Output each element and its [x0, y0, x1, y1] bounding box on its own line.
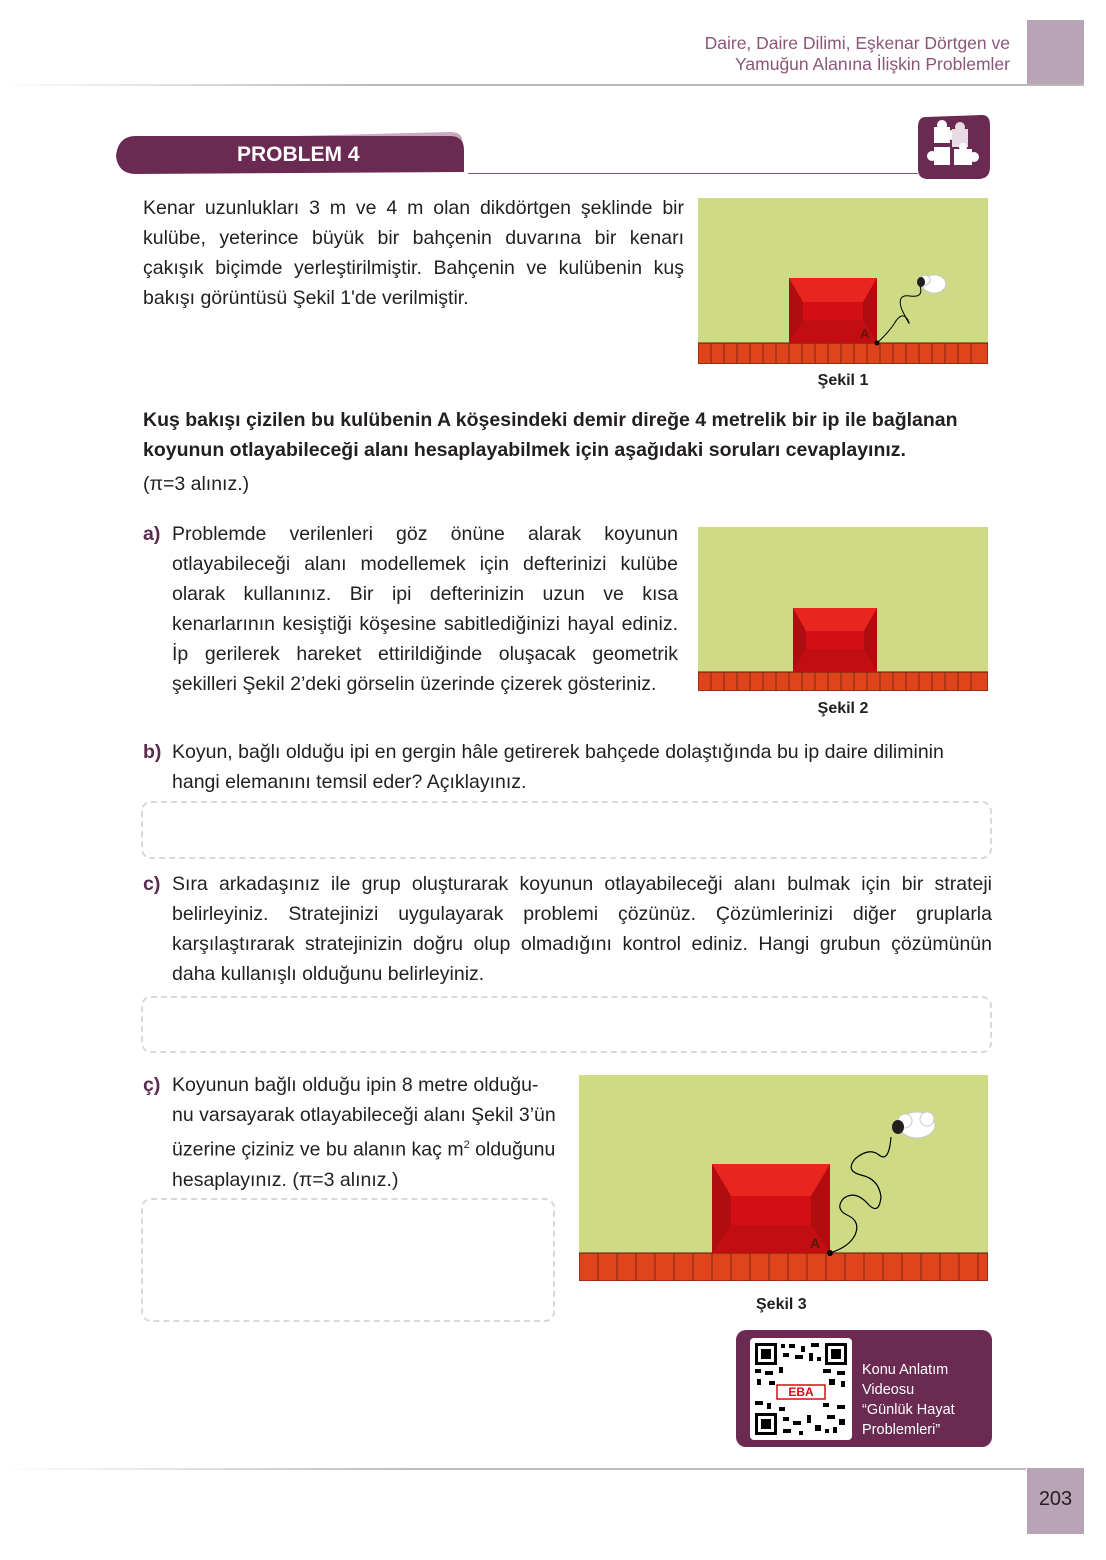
- instruction: Kuş bakışı çizilen bu kulübenin A köşesindeki demir direğe 4 metrelik bir ip ile bağlanan koyunun otlayabileceği alanı hesaplayabilmek için aşağıdaki soruları cevaplayınız.: [143, 409, 958, 461]
- wall: [698, 672, 988, 691]
- question-cc-label: ç): [143, 1074, 161, 1096]
- question-c-label: c): [143, 873, 161, 895]
- pole: [827, 1250, 833, 1256]
- video-link-line1: Konu Anlatım Videosu: [862, 1362, 949, 1398]
- question-b-text: Koyun, bağlı olduğu ipi en gergin hâle getirerek bahçede dolaştığında bu ip daire diliminin hangi elemanını temsil eder? Açıklayınız.: [172, 741, 944, 793]
- footer-divider: [0, 1468, 1026, 1470]
- answer-box-b[interactable]: [141, 801, 992, 859]
- question-cc-line3a: üzerine çiziniz ve bu alanın kaç m: [172, 1138, 464, 1161]
- figure-3-caption: Şekil 3: [756, 1296, 807, 1313]
- chapter-title-line2: Yamuğun Alanına İlişkin Problemler: [735, 54, 1010, 74]
- video-link-line3: Problemleri”: [862, 1422, 941, 1438]
- wall: [698, 343, 988, 364]
- qr-code[interactable]: [753, 1341, 849, 1437]
- header-divider: [0, 84, 1084, 86]
- chapter-title: [705, 33, 1010, 75]
- pi-note: (π=3 alınız.): [143, 473, 250, 495]
- question-cc-line3: [172, 1130, 572, 1165]
- eba-logo: EBA: [788, 1385, 814, 1399]
- figure-1: [698, 198, 988, 364]
- point-a-label: A: [860, 326, 870, 341]
- hut: [793, 608, 877, 672]
- question-cc-text: [172, 1070, 572, 1195]
- question-cc-line3b: olduğunu: [469, 1138, 556, 1161]
- question-cc-line4: hesaplayınız. (π=3 alınız.): [172, 1168, 399, 1191]
- answer-box-cc[interactable]: [141, 1198, 555, 1322]
- question-a-label: a): [143, 523, 161, 545]
- superscript-2: 2: [463, 1139, 470, 1151]
- problem-title: PROBLEM 4: [237, 143, 360, 166]
- question-a-text: Problemde verilenleri göz önüne alarak koyunun otlayabileceği alanı modellemek için defterinizi kulübe olarak kullanınız. Bir ipi defterinizin uzun ve kısa kenarlarının kesiştiği köşesine sabitlediğinizi hayal ediniz. İp gerilerek hareket ettirildiğinde oluşacak geometrik şekilleri Şekil 2’deki görselin üzerinde çizerek gösteriniz.: [172, 523, 678, 695]
- chapter-title-line1: Daire, Daire Dilimi, Eşkenar Dörtgen ve: [704, 33, 1010, 53]
- figure-3[interactable]: [579, 1075, 988, 1281]
- video-link-line2: “Günlük Hayat: [862, 1402, 955, 1418]
- video-link-text[interactable]: [862, 1360, 988, 1440]
- question-b-label: b): [143, 741, 162, 763]
- point-a-label: A: [810, 1235, 821, 1251]
- figure-2[interactable]: [698, 527, 988, 691]
- answer-box-c[interactable]: [141, 996, 992, 1053]
- figure-2-caption: Şekil 2: [817, 700, 869, 717]
- question-cc-line1: Koyunun bağlı olduğu ipin 8 metre olduğu-: [172, 1074, 539, 1096]
- pole: [875, 341, 880, 346]
- banner-rule: [468, 173, 918, 174]
- wall: [579, 1253, 988, 1281]
- problem-intro: Kenar uzunlukları 3 m ve 4 m olan dikdörtgen şeklinde bir kulübe, yeterince büyük bir bahçenin duvarına bir kenarı çakışık biçimde yerleştirilmiştir. Bahçenin ve kulübenin kuş bakışı görüntüsü Şekil 1'de verilmiştir.: [143, 197, 684, 309]
- figure-1-caption: Şekil 1: [817, 372, 869, 389]
- page-number: 203: [1038, 1488, 1073, 1510]
- puzzle-icon: [916, 113, 992, 181]
- question-cc-line2: nu varsayarak otlayabileceği alanı Şekil 3’ün: [172, 1104, 556, 1126]
- question-c-text: Sıra arkadaşınız ile grup oluşturarak koyunun otlayabileceği alanı bulmak için bir strateji belirleyiniz. Stratejinizi uygulayarak problemi çözünüz. Çözümlerinizi diğer gruplarla karşılaştırarak stratejinizin doğru olup olmadığını kontrol ediniz. Hangi grubun çözümünün daha kullanışlı olduğunu belirleyiniz.: [172, 873, 992, 985]
- header-tab: [1027, 20, 1084, 84]
